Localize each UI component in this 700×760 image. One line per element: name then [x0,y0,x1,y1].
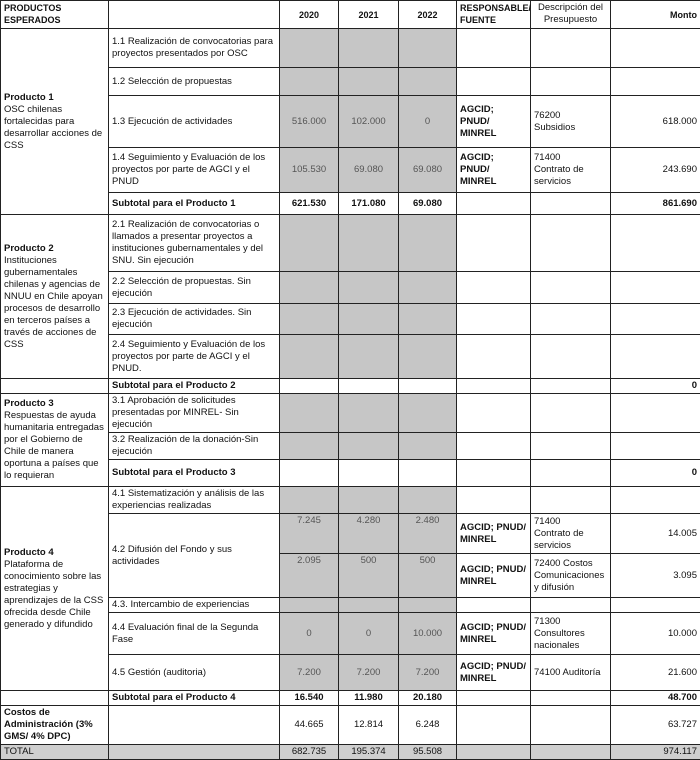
empty-cell [109,745,280,760]
activity-name: 4.3. Intercambio de experiencias [109,598,280,613]
subtotal-2020: 621.530 [280,193,339,215]
responsible: AGCID; PNUD/ MINREL [457,613,531,655]
responsible [457,272,531,304]
amount: 14.005 [611,514,700,554]
total-2022: 95.508 [399,745,457,760]
value-2022 [399,215,457,272]
value-2020: 2.095 [280,554,339,598]
total-amount: 974.117 [611,745,700,760]
header-row [1,1,700,29]
value-2020: 516.000 [280,96,339,148]
empty-cell [531,379,611,394]
activity-row [1,29,700,68]
product-cell [1,215,109,379]
value-2021: 69.080 [339,148,399,193]
value-2020 [280,487,339,514]
value-2021 [339,487,399,514]
value-2021 [339,272,399,304]
subtotal-row [1,379,700,394]
amount [611,68,700,96]
activity-name: 3.1 Aprobación de solicitudes presentadas por MINREL- Sin ejecución [109,394,280,433]
activity-row [1,215,700,272]
product-cell [1,487,109,691]
responsible [457,215,531,272]
value-2022: 69.080 [399,148,457,193]
value-2021 [339,68,399,96]
value-2022: 7.200 [399,655,457,691]
value-2020 [280,68,339,96]
header-2020: 2020 [280,1,339,29]
value-2021: 102.000 [339,96,399,148]
amount [611,394,700,433]
product-title: Producto 2 [4,243,105,255]
total-2020: 682.735 [280,745,339,760]
subtotal-2020: 16.540 [280,691,339,706]
value-2020 [280,29,339,68]
activity-name: 4.4 Evaluación final de la Segunda Fase [109,613,280,655]
admin-amount: 63.727 [611,706,700,745]
subtotal-2022: 20.180 [399,691,457,706]
subtotal-2022 [399,379,457,394]
value-2022 [399,272,457,304]
subtotal-2020 [280,379,339,394]
activity-name: 4.1 Sistematización y análisis de las experiencias realizadas [109,487,280,514]
value-2020 [280,598,339,613]
product-cell [1,29,109,215]
value-2020: 105.530 [280,148,339,193]
empty-cell [109,706,280,745]
product-description: Respuestas de ayuda humanitaria entregadas por el Gobierno de Chile de manera oportuna a países que lo requieran [4,410,105,482]
value-2022 [399,433,457,460]
subtotal-label: Subtotal para el Producto 4 [109,691,280,706]
activity-name: 1.1 Realización de convocatorias para proyectos presentados por OSC [109,29,280,68]
subtotal-amount: 48.700 [611,691,700,706]
total-label: TOTAL [1,745,109,760]
budget-description: 76200 Subsidios [531,96,611,148]
value-2020 [280,272,339,304]
empty-cell [457,379,531,394]
budget-description: 72400 Costos Comunicaciones y difusión [531,554,611,598]
product-cell [1,394,109,487]
admin-2022: 6.248 [399,706,457,745]
budget-description [531,598,611,613]
value-2021 [339,433,399,460]
header-products: PRODUCTOS ESPERADOS [1,1,109,29]
subtotal-label: Subtotal para el Producto 3 [109,460,280,487]
subtotal-2020 [280,460,339,487]
value-2021: 500 [339,554,399,598]
amount [611,29,700,68]
header-description: Descripción del Presupuesto [531,1,611,29]
amount: 618.000 [611,96,700,148]
responsible: AGCID; PNUD/ MINREL [457,148,531,193]
value-2020 [280,394,339,433]
value-2022 [399,68,457,96]
activity-row [1,394,700,433]
amount [611,272,700,304]
value-2020 [280,304,339,335]
responsible: AGCID; PNUD/ MINREL [457,96,531,148]
value-2022 [399,304,457,335]
admin-label: Costos de Administración (3% GMS/ 4% DPC) [1,706,109,745]
amount [611,215,700,272]
responsible [457,335,531,379]
empty-cell [457,691,531,706]
amount: 21.600 [611,655,700,691]
activity-name: 3.2 Realización de la donación-Sin ejecución [109,433,280,460]
value-2020: 7.245 [280,514,339,554]
empty-cell [531,745,611,760]
empty-cell [531,193,611,215]
value-2022: 10.000 [399,613,457,655]
amount: 10.000 [611,613,700,655]
amount [611,433,700,460]
value-2021: 0 [339,613,399,655]
activity-name: 2.2 Selección de propuestas. Sin ejecución [109,272,280,304]
responsible: AGCID; PNUD/ MINREL [457,514,531,554]
budget-description: 71400 Contrato de servicios [531,514,611,554]
value-2021: 7.200 [339,655,399,691]
product-description: OSC chilenas fortalecidas para desarrollar acciones de CSS [4,104,105,152]
product-title: Producto 1 [4,92,105,104]
amount: 3.095 [611,554,700,598]
header-responsible: RESPONSABLE/ FUENTE [457,1,531,29]
responsible [457,29,531,68]
budget-description [531,304,611,335]
activity-name: 1.2 Selección de propuestas [109,68,280,96]
admin-2020: 44.665 [280,706,339,745]
value-2021 [339,394,399,433]
subtotal-amount: 861.690 [611,193,700,215]
budget-description [531,272,611,304]
responsible [457,394,531,433]
empty-cell [1,691,109,706]
subtotal-label: Subtotal para el Producto 2 [109,379,280,394]
activity-name: 2.3 Ejecución de actividades. Sin ejecución [109,304,280,335]
empty-cell [457,460,531,487]
subtotal-amount: 0 [611,460,700,487]
value-2020: 7.200 [280,655,339,691]
value-2020 [280,433,339,460]
budget-description [531,487,611,514]
value-2022: 500 [399,554,457,598]
subtotal-row [1,691,700,706]
subtotal-2022 [399,460,457,487]
admin-2021: 12.814 [339,706,399,745]
activity-name: 2.4 Seguimiento y Evaluación de los proyectos por parte de AGCI y el PNUD. [109,335,280,379]
subtotal-2021: 11.980 [339,691,399,706]
responsible [457,598,531,613]
empty-cell [531,706,611,745]
header-2021: 2021 [339,1,399,29]
product-title: Producto 3 [4,398,105,410]
responsible [457,304,531,335]
subtotal-2021 [339,379,399,394]
header-2022: 2022 [399,1,457,29]
activity-name: 4.5 Gestión (auditoria) [109,655,280,691]
empty-cell [457,706,531,745]
budget-description: 74100 Auditoría [531,655,611,691]
value-2022: 0 [399,96,457,148]
value-2022 [399,29,457,68]
value-2022: 2.480 [399,514,457,554]
empty-cell [1,379,109,394]
activity-name: 1.3 Ejecución de actividades [109,96,280,148]
total-2021: 195.374 [339,745,399,760]
empty-cell [457,193,531,215]
subtotal-label: Subtotal para el Producto 1 [109,193,280,215]
subtotal-2021: 171.080 [339,193,399,215]
value-2021 [339,335,399,379]
responsible [457,433,531,460]
amount: 243.690 [611,148,700,193]
budget-description: 71300 Consultores nacionales [531,613,611,655]
amount [611,487,700,514]
header-activity [109,1,280,29]
value-2022 [399,335,457,379]
product-description: Plataforma de conocimiento sobre las estrategias y aprendizajes de la CSS ofrecida desde Chile generado y difundido [4,559,105,631]
product-description: Instituciones gubernamentales chilenas y agencias de NNUU en Chile apoyan procesos de desarrollo en terceros países a través de acciones de CSS [4,255,105,351]
value-2021 [339,29,399,68]
header-amount: Monto [611,1,700,29]
responsible: AGCID; PNUD/ MINREL [457,554,531,598]
budget-description [531,335,611,379]
value-2021 [339,304,399,335]
budget-description [531,394,611,433]
amount [611,335,700,379]
product-title: Producto 4 [4,547,105,559]
admin-costs-row [1,706,700,745]
value-2020 [280,215,339,272]
empty-cell [531,691,611,706]
value-2022 [399,394,457,433]
activity-name: 1.4 Seguimiento y Evaluación de los proyectos por parte de AGCI y el PNUD [109,148,280,193]
budget-description [531,29,611,68]
value-2022 [399,487,457,514]
amount [611,598,700,613]
responsible: AGCID; PNUD/ MINREL [457,655,531,691]
empty-cell [531,460,611,487]
subtotal-2022: 69.080 [399,193,457,215]
responsible [457,487,531,514]
value-2022 [399,598,457,613]
activity-name: 4.2 Difusión del Fondo y sus actividades [109,514,280,598]
value-2020: 0 [280,613,339,655]
total-row [1,745,700,760]
budget-description [531,68,611,96]
subtotal-2021 [339,460,399,487]
empty-cell [457,745,531,760]
budget-description: 71400 Contrato de servicios [531,148,611,193]
activity-row [1,487,700,514]
amount [611,304,700,335]
value-2020 [280,335,339,379]
value-2021: 4.280 [339,514,399,554]
subtotal-amount: 0 [611,379,700,394]
value-2021 [339,598,399,613]
budget-description [531,433,611,460]
value-2021 [339,215,399,272]
responsible [457,68,531,96]
activity-name: 2.1 Realización de convocatorias o llamados a presentar proyectos a instituciones gubernamentales y del SNU. Sin ejecución [109,215,280,272]
budget-description [531,215,611,272]
